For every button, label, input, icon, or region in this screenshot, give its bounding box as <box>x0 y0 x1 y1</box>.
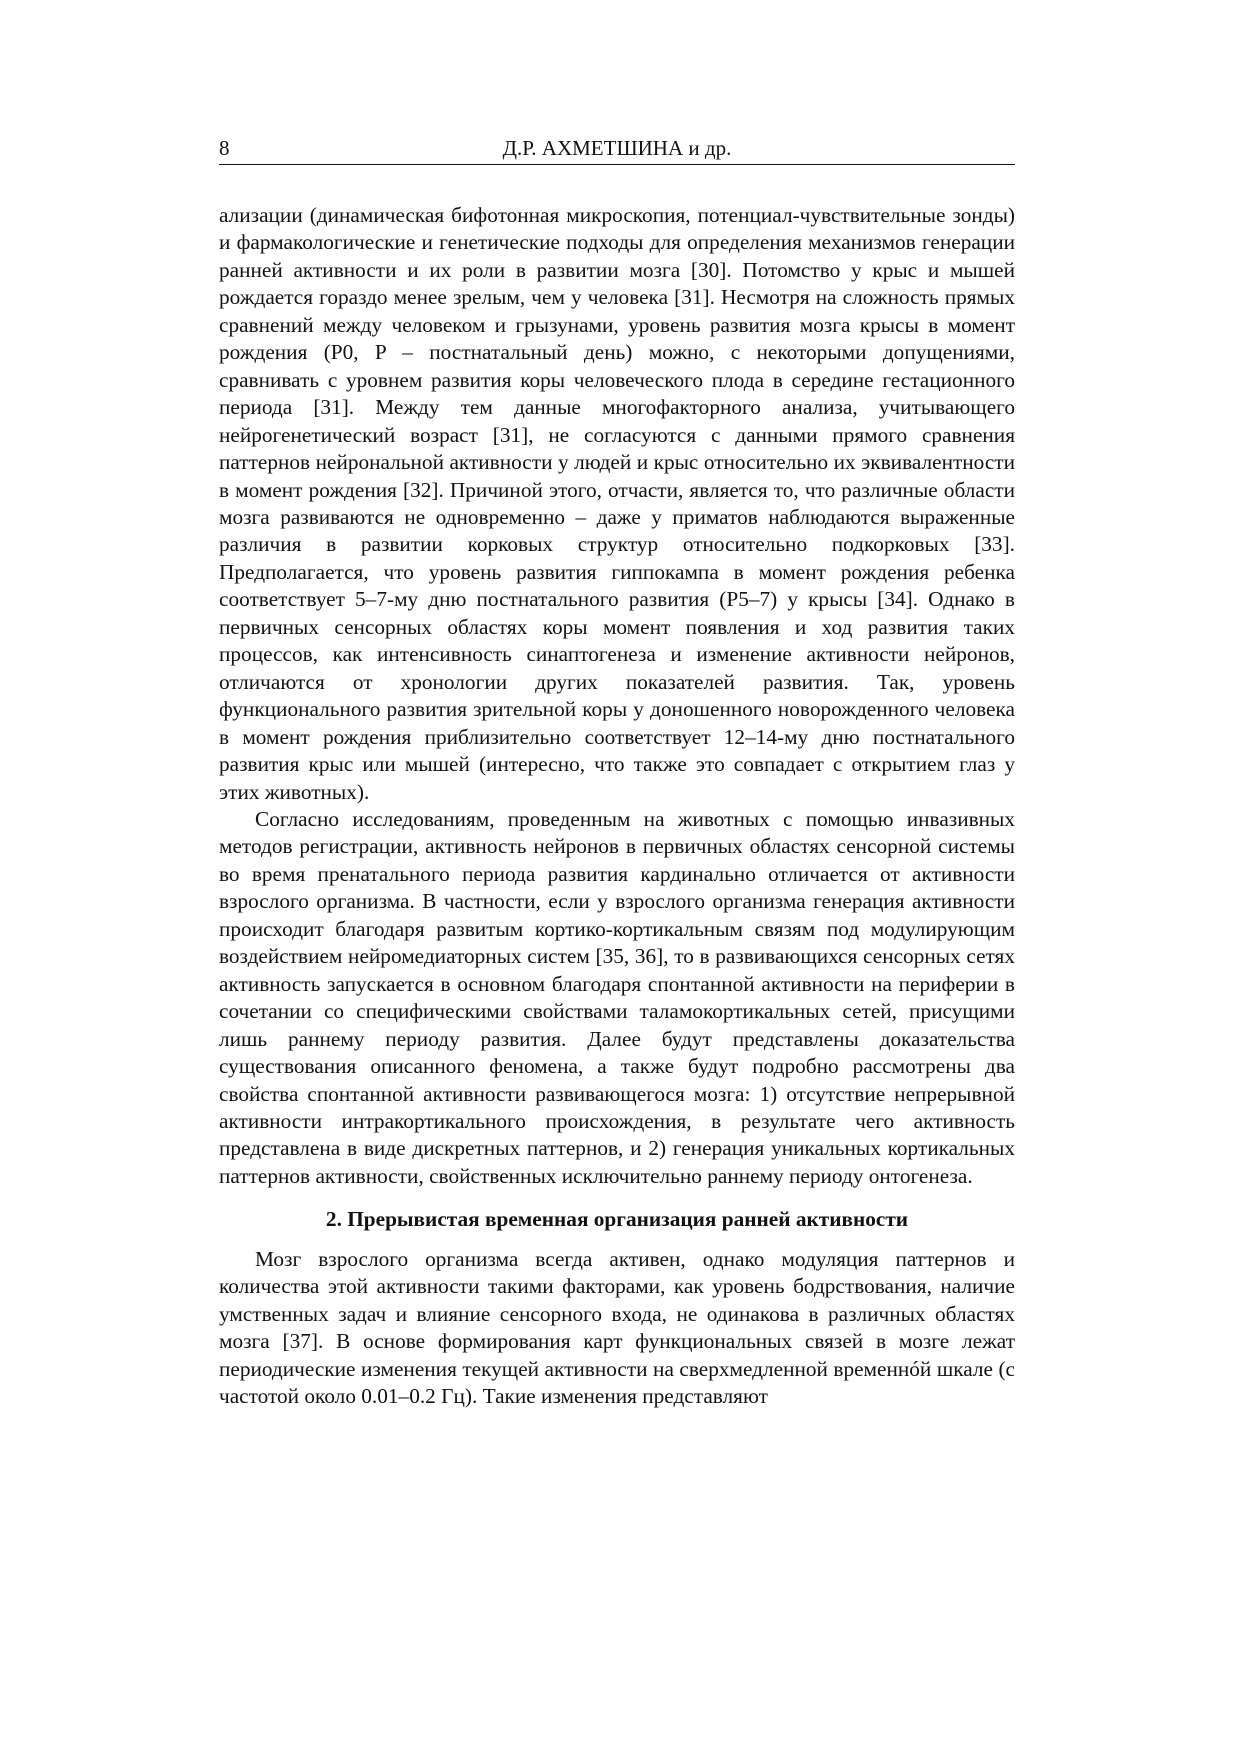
paragraph-adult-brain: Мозг взрослого организма всегда активен, однако модуляция паттернов и количества этой активности такими факторами, как уровень бодрствования, наличие умственных задач и влияние сенсорного входа, не одинакова в различных областях мозга [37]. В основе формирования карт функциональных связей в мозге лежат периодические изменения текущей активности на сверхмедленной временнóй шкале (с частотой около 0.01–0.2 Гц). Такие изменения представляют <box>219 1246 1015 1409</box>
page-header <box>219 136 1015 165</box>
article-body <box>219 202 1015 1410</box>
running-head: Д.Р. АХМЕТШИНА и др. <box>502 136 732 160</box>
paragraph-invasive-methods: Согласно исследованиям, проведенным на животных с помощью инвазивных методов регистрации, активность нейронов в первичных областях сенсорной системы во время пренатального периода развития кардинально отличается от активности взрослого организма. В частности, если у взрослого организма генерация активности происходит благодаря развитым кортико-кортикальным связям под модулирующим воздействием нейромедиаторных систем [35, 36], то в развивающихся сенсорных сетях активность запускается в основном благодаря спонтанной активности на периферии в сочетании со специфическими свойствами таламокортикальных сетей, присущими лишь раннему периоду развития. Далее будут представлены доказательства существования описанного феномена, а также будут подробно рассмотрены два свойства спонтанной активности развивающегося мозга: 1) отсутствие непрерывной активности интракортикального происхождения, в результате чего активность представлена в виде дискретных паттернов, и 2) генерация уникальных кортикальных паттернов активности, свойственных исключительно раннему периоду онтогенеза. <box>219 806 1015 1188</box>
section-heading: 2. Прерывистая временная организация ранней активности <box>325 1207 909 1232</box>
paragraph-continuation: ализации (динамическая бифотонная микроскопия, потенциал-чувствительные зонды) и фармакологические и генетические подходы для определения механизмов генерации ранней активности и их роли в развитии мозга [30]. Потомство у крыс и мышей рождается гораздо менее зрелым, чем у человека [31]. Несмотря на сложность прямых сравнений между человеком и грызунами, уровень развития мозга крысы в момент рождения (P0, P – постнатальный день) можно, с некоторыми допущениями, сравнивать с уровнем развития коры человеческого плода в середине гестационного периода [31]. Между тем данные многофакторного анализа, учитывающего нейрогенетический возраст [31], не согласуются с данными прямого сравнения паттернов нейрональной активности у людей и крыс относительно их эквивалентности в момент рождения [32]. Причиной этого, отчасти, является то, что различные области мозга развиваются не одновременно – даже у приматов наблюдаются выраженные различия в развитии корковых структур относительно подкорковых [33]. Предполагается, что уровень развития гиппокампа в момент рождения ребенка соответствует 5–7-му дню постнатального развития (P5–7) у крысы [34]. Однако в первичных сенсорных областях коры момент появления и ход развития таких процессов, как интенсивность синаптогенеза и изменение активности нейронов, отличаются от хронологии других показателей развития. Так, уровень функционального развития зрительной коры у доношенного новорожденного человека в момент рождения приблизительно соответствует 12–14-му дню постнатального развития крыс или мышей (интересно, что также это совпадает с открытием глаз у этих животных). <box>219 203 1015 804</box>
page-number: 8 <box>219 136 230 160</box>
